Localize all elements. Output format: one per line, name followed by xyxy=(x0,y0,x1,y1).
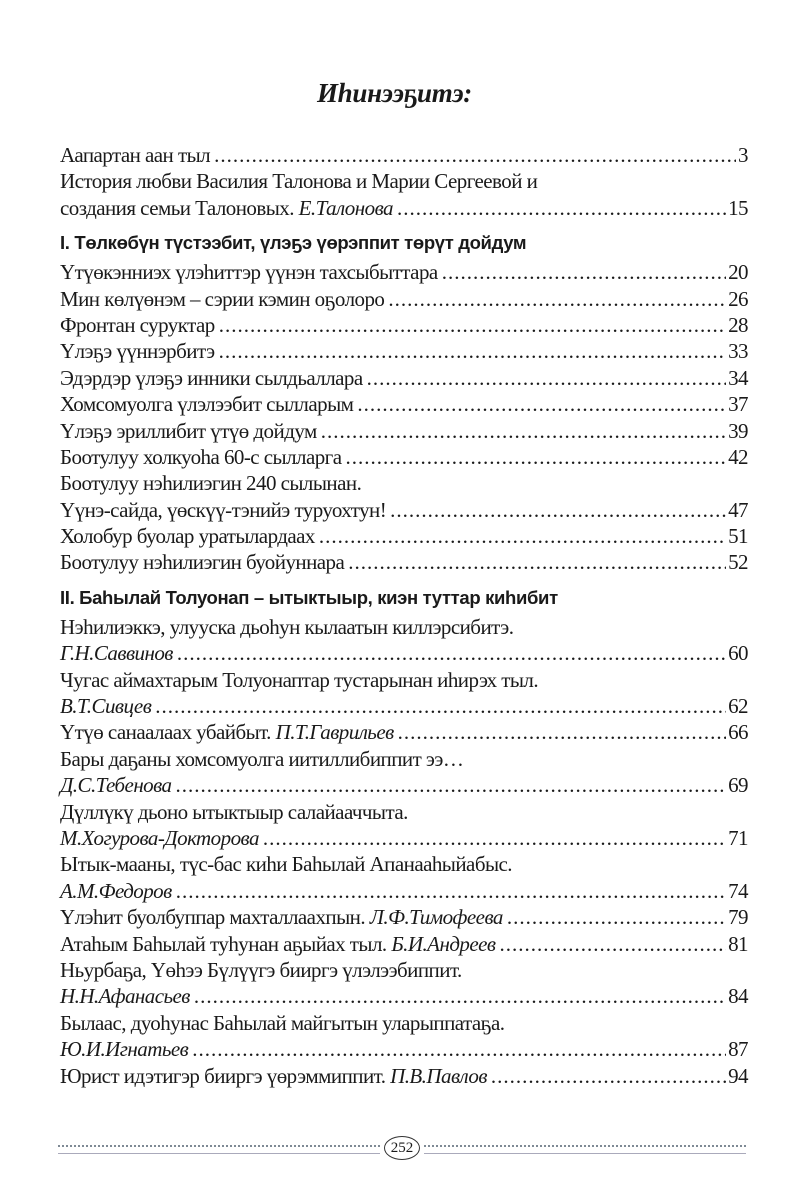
entry-text xyxy=(60,825,259,851)
entry-title: Фронтан суруктар xyxy=(60,312,215,337)
dot-leader xyxy=(219,338,727,364)
entry-author: Г.Н.Саввинов xyxy=(60,641,173,666)
toc-entry[interactable] xyxy=(60,614,748,667)
entry-last-line xyxy=(60,931,748,957)
entry-page: 94 xyxy=(728,1063,748,1088)
entry-text xyxy=(60,391,353,417)
entry-page: 79 xyxy=(728,905,748,930)
entry-title-line xyxy=(60,667,748,693)
entry-last-line xyxy=(60,719,748,745)
entry-page: 26 xyxy=(728,286,748,311)
toc-entry[interactable] xyxy=(60,719,748,745)
entry-last-line xyxy=(60,549,748,575)
entry-last-line xyxy=(60,444,748,470)
entry-page: 3 xyxy=(738,143,748,167)
entry-page: 87 xyxy=(728,1037,748,1062)
entry-last-line xyxy=(60,1063,748,1089)
entry-last-line xyxy=(60,523,748,549)
toc-entry[interactable] xyxy=(60,391,748,417)
entry-title: Юрист идэтигэр бииргэ үөрэммиппит. xyxy=(60,1063,391,1088)
ornament-left xyxy=(58,1145,380,1154)
entry-title: Холобур буолар уратылардаах xyxy=(60,524,315,549)
entry-title-line xyxy=(60,746,748,772)
entry-title-line xyxy=(60,470,748,496)
entry-last-line xyxy=(60,391,748,417)
toc-entry[interactable] xyxy=(60,1010,748,1063)
entry-title-line xyxy=(60,851,748,877)
entry-text xyxy=(60,259,438,285)
toc-entry[interactable] xyxy=(60,418,748,444)
entry-title-line xyxy=(60,614,748,640)
entry-title: Боотулуу нэһилиэгин 240 сылынан. xyxy=(60,471,362,496)
entry-page: 51 xyxy=(728,524,748,549)
entry-last-line xyxy=(60,878,748,904)
toc-entry[interactable] xyxy=(60,1063,748,1089)
entry-page: 42 xyxy=(728,444,748,469)
dot-leader xyxy=(397,195,726,221)
entry-author: Б.И.Андреев xyxy=(391,931,496,956)
entry-page: 15 xyxy=(728,195,748,220)
entry-page: 84 xyxy=(728,984,748,1009)
dot-leader xyxy=(507,904,726,930)
table-of-contents xyxy=(60,142,748,1089)
entry-text xyxy=(60,286,384,312)
entry-title: Нэһилиэккэ, улууска дьоһун кылаатын киллэрсибитэ. xyxy=(60,614,514,639)
ornament-right xyxy=(424,1145,746,1154)
entry-text xyxy=(60,772,172,798)
entry-page: 33 xyxy=(728,339,748,364)
entry-text xyxy=(60,693,151,719)
entry-last-line xyxy=(60,1036,748,1062)
entry-author: П.Т.Гаврильев xyxy=(275,720,394,745)
entry-text xyxy=(60,418,317,444)
entry-page: 34 xyxy=(728,365,748,390)
entry-title: создания семьи Талоновых. xyxy=(60,195,299,220)
entry-text xyxy=(60,1063,487,1089)
toc-entry[interactable] xyxy=(60,142,748,168)
entry-title: Боотулуу нэһилиэгин буойуннара xyxy=(60,550,345,575)
dot-leader xyxy=(321,418,726,444)
entry-title-line xyxy=(60,168,748,194)
entry-author: П.В.Павлов xyxy=(390,1063,487,1088)
entry-last-line xyxy=(60,904,748,930)
entry-text xyxy=(60,904,503,930)
entry-page: 74 xyxy=(728,878,748,903)
entry-page: 69 xyxy=(728,773,748,798)
entry-title: Үлэһит буолбуппар махталлаахпын. xyxy=(60,905,370,930)
entry-text xyxy=(60,983,190,1009)
section-heading: II. Баһылай Толуонап – ытыктыыр, киэн туттар киһибит xyxy=(60,586,558,608)
dot-leader xyxy=(176,878,726,904)
toc-entry[interactable] xyxy=(60,312,748,338)
entry-text xyxy=(60,365,363,391)
entry-title: Үлэҕэ эриллибит үтүө дойдум xyxy=(60,418,317,443)
section-heading: I. Төлкөбүн түстээбит, үлэҕэ үөрэппит төрүт дойдум xyxy=(60,232,527,254)
entry-title: Чугас аймахтарым Толуонаптар тустарынан иһирэх тыл. xyxy=(60,667,539,692)
dot-leader xyxy=(357,391,726,417)
entry-text xyxy=(60,640,173,666)
toc-entry[interactable] xyxy=(60,444,748,470)
entry-last-line xyxy=(60,365,748,391)
entry-text xyxy=(60,878,172,904)
entry-title: Мин көлүөнэм – сэрии кэмин оҕолоро xyxy=(60,286,385,311)
page-footer xyxy=(58,1136,746,1160)
entry-text xyxy=(60,549,344,575)
toc-entry[interactable] xyxy=(60,549,748,575)
dot-leader xyxy=(390,497,726,523)
entry-page: 39 xyxy=(728,418,748,443)
toc-entry[interactable] xyxy=(60,365,748,391)
dot-leader xyxy=(176,772,727,798)
entry-text xyxy=(60,523,315,549)
entry-last-line xyxy=(60,286,748,312)
entry-last-line xyxy=(60,825,748,851)
toc-entry[interactable] xyxy=(60,904,748,930)
entry-title: Үүнэ-сайда, үөскүү-тэнийэ туруохтун! xyxy=(60,497,387,522)
entry-last-line xyxy=(60,640,748,666)
dot-leader xyxy=(219,312,726,338)
entry-text xyxy=(60,497,386,523)
entry-page: 81 xyxy=(728,931,748,956)
entry-title-line xyxy=(60,799,748,825)
page-title: Иһинээҕитэ: xyxy=(316,78,472,108)
entry-text xyxy=(60,312,215,338)
entry-title: Ытык-мааны, түс-бас киһи Баһылай Апанааһыйабыс. xyxy=(60,852,512,877)
dot-leader xyxy=(214,142,736,168)
entry-page: 66 xyxy=(728,720,748,745)
entry-title: Ньурбаҕа, Үөһээ Бүлүүгэ бииргэ үлэлээбиппит. xyxy=(60,957,462,982)
toc-entry[interactable] xyxy=(60,667,748,720)
dot-leader xyxy=(346,444,727,470)
entry-text xyxy=(60,1036,188,1062)
entry-text xyxy=(60,931,495,957)
dot-leader xyxy=(367,365,726,391)
entry-last-line xyxy=(60,312,748,338)
entry-title: Боотулуу холкуоһа 60-с сылларга xyxy=(60,444,342,469)
entry-page: 20 xyxy=(728,260,748,285)
entry-title: Үтүө санаалаах убайбыт. xyxy=(60,720,276,745)
toc-entry[interactable] xyxy=(60,851,748,904)
entry-title: Эдэрдэр үлэҕэ инники сылдьаллара xyxy=(60,365,363,390)
entry-title: История любви Василия Талонова и Марии Сергеевой и xyxy=(60,169,538,194)
entry-title-line xyxy=(60,1010,748,1036)
entry-title: Атаһым Баһылай туһунан аҕыйах тыл. xyxy=(60,931,392,956)
toc-entry[interactable] xyxy=(60,523,748,549)
toc-entry[interactable] xyxy=(60,931,748,957)
dot-leader xyxy=(319,523,726,549)
entry-text xyxy=(60,195,393,221)
page-number: 252 xyxy=(384,1136,420,1160)
entry-title: Аапартан аан тыл xyxy=(60,143,211,167)
dot-leader xyxy=(192,1036,726,1062)
toc-entry[interactable] xyxy=(60,168,748,221)
entry-last-line xyxy=(60,418,748,444)
entry-last-line xyxy=(60,772,748,798)
entry-title: Үтүөкэнниэх үлэһиттэр үүнэн тахсыбыттара xyxy=(60,260,438,285)
toc-entry[interactable] xyxy=(60,470,748,523)
entry-text xyxy=(60,338,215,364)
toc-entry[interactable] xyxy=(60,259,748,285)
entry-author: Л.Ф.Тимофеева xyxy=(369,905,503,930)
entry-author: М.Хогурова-Докторова xyxy=(60,825,259,850)
entry-page: 28 xyxy=(728,312,748,337)
dot-leader xyxy=(491,1063,726,1089)
dot-leader xyxy=(348,549,726,575)
entry-title: Былаас, дуоһунас Баһылай майгытын уларыппатаҕа. xyxy=(60,1010,505,1035)
entry-last-line xyxy=(60,142,748,168)
entry-title-line xyxy=(60,957,748,983)
entry-page: 60 xyxy=(728,641,748,666)
toc-entry[interactable] xyxy=(60,286,748,312)
entry-last-line xyxy=(60,195,748,221)
dot-leader xyxy=(442,259,726,285)
toc-entry[interactable] xyxy=(60,746,748,799)
entry-last-line xyxy=(60,259,748,285)
entry-last-line xyxy=(60,983,748,1009)
entry-author: Ю.И.Игнатьев xyxy=(60,1037,189,1062)
entry-page: 47 xyxy=(728,497,748,522)
entry-text xyxy=(60,142,210,168)
dot-leader xyxy=(263,825,726,851)
dot-leader xyxy=(388,286,726,312)
entry-title: Бары даҕаны хомсомуолга иитиллибиппит ээ… xyxy=(60,746,464,771)
entry-text xyxy=(60,444,342,470)
entry-page: 62 xyxy=(728,694,748,719)
entry-page: 37 xyxy=(728,392,748,417)
entry-author: В.Т.Сивцев xyxy=(60,694,152,719)
entry-text xyxy=(60,719,394,745)
entry-author: Н.Н.Афанасьев xyxy=(60,984,190,1009)
entry-title: Хомсомуолга үлэлээбит сылларым xyxy=(60,392,354,417)
entry-last-line xyxy=(60,497,748,523)
entry-title: Дүллүкү дьоно ытыктыыр салайааччыта. xyxy=(60,799,408,824)
entry-title: Үлэҕэ үүннэрбитэ xyxy=(60,339,215,364)
entry-last-line xyxy=(60,338,748,364)
dot-leader xyxy=(398,719,726,745)
entry-author: Д.С.Тебенова xyxy=(60,773,172,798)
dot-leader xyxy=(194,983,726,1009)
entry-last-line xyxy=(60,693,748,719)
dot-leader xyxy=(155,693,726,719)
dot-leader xyxy=(499,931,726,957)
dot-leader xyxy=(177,640,726,666)
entry-author: Е.Талонова xyxy=(298,195,393,220)
toc-entry[interactable] xyxy=(60,799,748,852)
toc-entry[interactable] xyxy=(60,338,748,364)
entry-page: 71 xyxy=(728,825,748,850)
entry-page: 52 xyxy=(728,550,748,575)
entry-author: А.М.Федоров xyxy=(60,878,172,903)
toc-entry[interactable] xyxy=(60,957,748,1010)
